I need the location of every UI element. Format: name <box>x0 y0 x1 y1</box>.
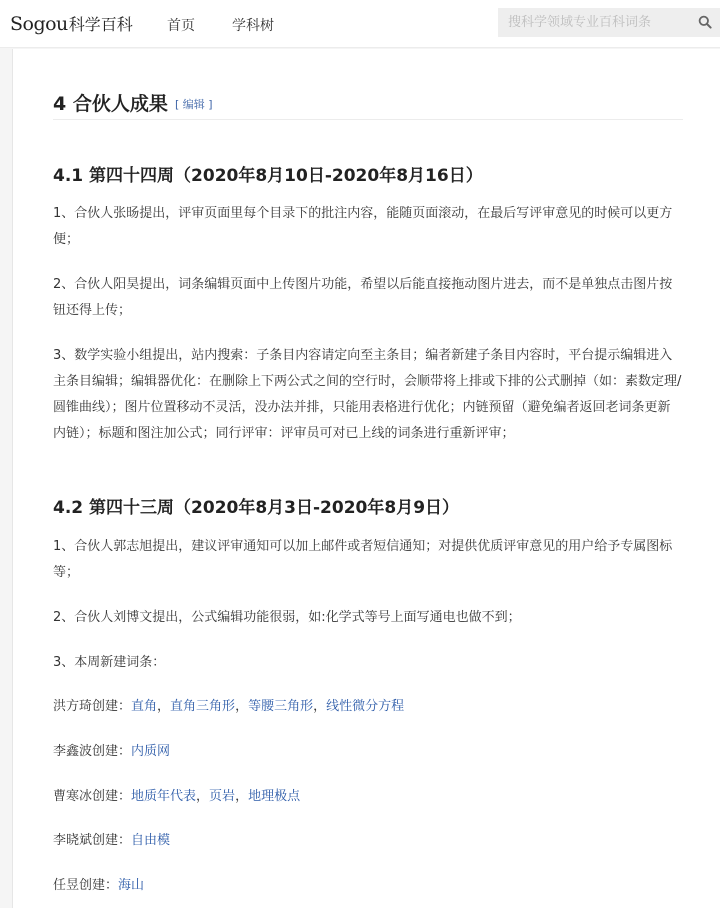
term-link[interactable]: 地理极点 <box>248 789 301 804</box>
paragraph: 2、合伙人阳昊提出，词条编辑页面中上传图片功能，希望以后能直接拖动图片进去，而不是单独点击图片按钮还得上传； <box>53 277 673 318</box>
top-bar <box>0 0 720 48</box>
search-icon[interactable] <box>698 15 712 29</box>
creator-label: 曹寒冰创建： <box>53 789 132 804</box>
site-logo[interactable] <box>10 12 133 35</box>
creator-line <box>53 784 300 810</box>
creator-line <box>53 694 404 720</box>
term-link[interactable]: 地质年代表 <box>131 789 197 804</box>
term-separator: ， <box>235 789 249 804</box>
logo-cn: 科学百科 <box>68 15 133 34</box>
term-link[interactable]: 自由模 <box>131 833 171 848</box>
search-input[interactable] <box>498 8 688 37</box>
nav-subject-tree[interactable]: 学科树 <box>232 18 274 34</box>
paragraph: 1、合伙人张旸提出，评审页面里每个目录下的批注内容，能随页面滚动，在最后写评审意见的时候可以更方便； <box>53 206 673 247</box>
creator-label: 李晓斌创建： <box>53 833 132 848</box>
term-link[interactable]: 线性微分方程 <box>326 699 405 714</box>
term-separator: ， <box>196 789 210 804</box>
creator-line <box>53 873 144 899</box>
creator-line <box>53 828 170 854</box>
edit-link[interactable]: [ 编辑 ] <box>175 98 213 111</box>
logo-latin: Sogou <box>10 13 68 35</box>
creator-line <box>53 739 170 765</box>
term-separator: ， <box>235 699 249 714</box>
article-content <box>12 49 720 908</box>
term-link[interactable]: 页岩 <box>209 789 236 804</box>
creator-label: 李鑫波创建： <box>53 744 132 759</box>
paragraph: 2、合伙人刘博文提出，公式编辑功能很弱，如:化学式等号上面写通电也做不到； <box>53 610 521 625</box>
paragraph: 3、本周新建词条： <box>53 655 166 670</box>
paragraph: 1、合伙人郭志旭提出，建议评审通知可以加上邮件或者短信通知；对提供优质评审意见的用户给予专属图标等； <box>53 539 673 580</box>
paragraph: 3、数学实验小组提出，站内搜索：子条目内容请定向至主条目；编者新建子条目内容时，平台提示编辑进入主条目编辑；编辑器优化：在删除上下两公式之间的空行时，会顺带将上排或下排的公式删掉（如：素数定理/圆锥曲线）；图片位置移动不灵活，没办法并排，只能用表格进行优化；内链预留（避免编者返回老词条更新内链）；标题和图注加公式；同行评审：评审员可对已上线的词条进行重新评审； <box>53 348 682 441</box>
creator-label: 洪方琦创建： <box>53 699 132 714</box>
nav-home[interactable]: 首页 <box>167 18 195 34</box>
section-divider <box>53 119 683 120</box>
term-link[interactable]: 海山 <box>118 878 145 893</box>
term-link[interactable]: 直角 <box>131 699 158 714</box>
term-separator: ， <box>157 699 171 714</box>
subsection-title-week44: 4.1 第四十四周（2020年8月10日-2020年8月16日） <box>53 166 483 186</box>
term-link[interactable]: 直角三角形 <box>170 699 236 714</box>
search-box <box>498 8 720 37</box>
term-link[interactable]: 内质网 <box>131 744 171 759</box>
subsection-title-week43: 4.2 第四十三周（2020年8月3日-2020年8月9日） <box>53 498 460 518</box>
section-title: 4 合伙人成果 <box>53 93 168 115</box>
term-link[interactable]: 等腰三角形 <box>248 699 314 714</box>
term-separator: ， <box>313 699 327 714</box>
creator-label: 任昱创建： <box>53 878 119 893</box>
